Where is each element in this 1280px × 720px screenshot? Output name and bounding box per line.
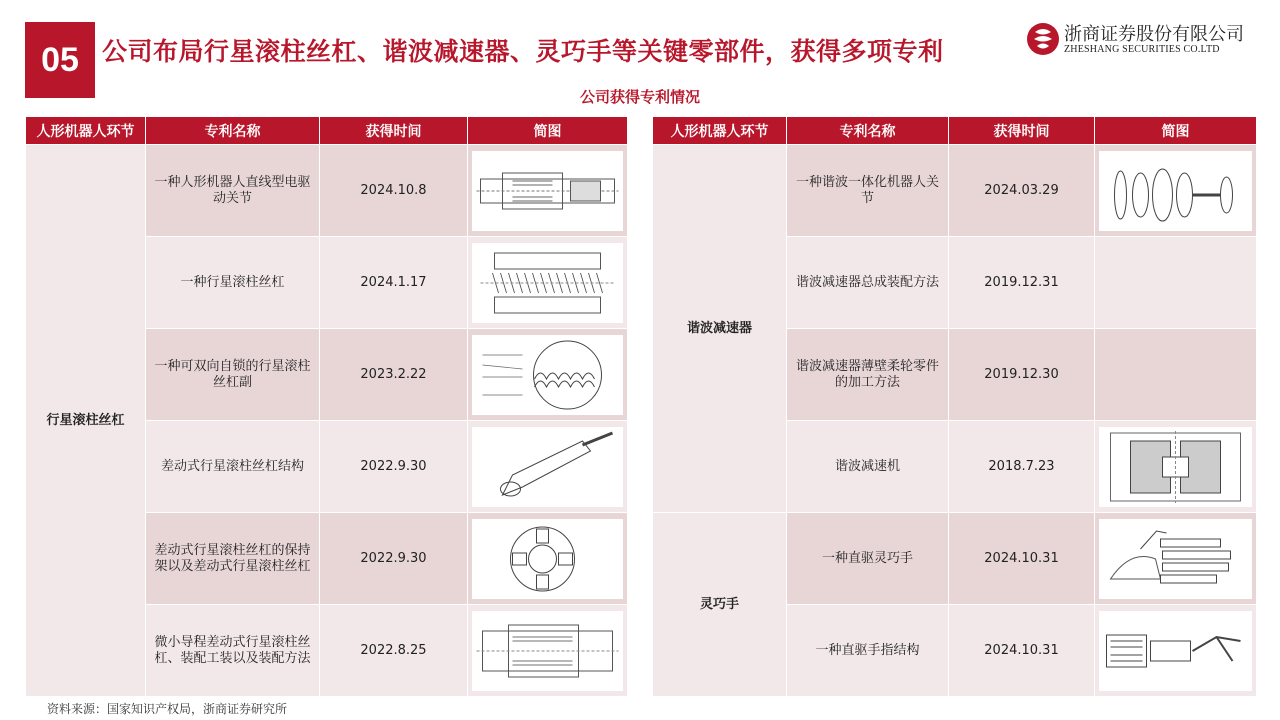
patent-date: 2019.12.31 bbox=[949, 237, 1095, 329]
category-cell: 谐波减速器 bbox=[653, 145, 787, 513]
dexterous-hand-diagram bbox=[1099, 519, 1252, 599]
patent-name: 一种可双向自锁的行星滚柱丝杠副 bbox=[146, 329, 320, 421]
patent-date: 2023.2.22 bbox=[320, 329, 468, 421]
patent-name: 微小导程差动式行星滚柱丝杠、装配工装以及装配方法 bbox=[146, 605, 320, 697]
logo-english-name: ZHESHANG SECURITIES CO.LTD bbox=[1064, 44, 1220, 55]
zheshang-logo-icon bbox=[1026, 22, 1060, 56]
patent-diagram-empty bbox=[1095, 329, 1257, 421]
patent-date: 2024.10.31 bbox=[949, 605, 1095, 697]
company-logo bbox=[1026, 20, 1276, 60]
patent-date: 2018.7.23 bbox=[949, 421, 1095, 513]
col-header-segment: 人形机器人环节 bbox=[26, 117, 146, 145]
patent-name: 一种直驱灵巧手 bbox=[787, 513, 949, 605]
patent-name: 差动式行星滚柱丝杠结构 bbox=[146, 421, 320, 513]
patent-diagram bbox=[468, 329, 628, 421]
patent-date: 2022.8.25 bbox=[320, 605, 468, 697]
table-subtitle: 公司获得专利情况 bbox=[579, 88, 700, 106]
category-cell: 行星滚柱丝杠 bbox=[26, 145, 146, 697]
col-header-diagram: 简图 bbox=[468, 117, 628, 145]
patent-name: 一种行星滚柱丝杠 bbox=[146, 237, 320, 329]
col-header-date: 获得时间 bbox=[949, 117, 1095, 145]
screw-cage-diagram bbox=[472, 519, 623, 599]
harmonic-reducer-diagram bbox=[1099, 427, 1252, 507]
col-header-diagram: 简图 bbox=[1095, 117, 1257, 145]
left-patent-table bbox=[25, 116, 628, 697]
patent-diagram bbox=[468, 605, 628, 697]
patent-date: 2024.1.17 bbox=[320, 237, 468, 329]
patent-diagram bbox=[1095, 421, 1257, 513]
patent-diagram bbox=[468, 513, 628, 605]
patent-diagram bbox=[468, 145, 628, 237]
patent-date: 2019.12.30 bbox=[949, 329, 1095, 421]
patent-diagram bbox=[468, 237, 628, 329]
patent-diagram-empty bbox=[1095, 237, 1257, 329]
patent-date: 2022.9.30 bbox=[320, 513, 468, 605]
category-cell: 灵巧手 bbox=[653, 513, 787, 697]
patent-date: 2022.9.30 bbox=[320, 421, 468, 513]
table-row bbox=[653, 513, 1257, 605]
patent-diagram bbox=[468, 421, 628, 513]
table-row bbox=[26, 145, 628, 237]
patent-date: 2024.10.8 bbox=[320, 145, 468, 237]
patent-name: 谐波减速器薄壁柔轮零件的加工方法 bbox=[787, 329, 949, 421]
right-table-header bbox=[653, 117, 1257, 145]
patent-name: 谐波减速器总成装配方法 bbox=[787, 237, 949, 329]
table-row bbox=[653, 145, 1257, 237]
patent-name: 一种谐波一体化机器人关节 bbox=[787, 145, 949, 237]
patent-date: 2024.10.31 bbox=[949, 513, 1095, 605]
patent-diagram bbox=[1095, 605, 1257, 697]
finger-structure-diagram bbox=[1099, 611, 1252, 691]
col-header-segment: 人形机器人环节 bbox=[653, 117, 787, 145]
patent-name: 一种直驱手指结构 bbox=[787, 605, 949, 697]
differential-screw-diagram bbox=[472, 427, 623, 507]
left-table-header bbox=[26, 117, 628, 145]
harmonic-joint-diagram bbox=[1099, 151, 1252, 231]
planetary-screw-diagram bbox=[472, 243, 623, 323]
logo-chinese-name: 浙商证券股份有限公司 bbox=[1064, 24, 1244, 45]
self-locking-screw-diagram bbox=[472, 335, 623, 415]
right-patent-table bbox=[652, 116, 1257, 697]
patent-diagram bbox=[1095, 145, 1257, 237]
col-header-name: 专利名称 bbox=[787, 117, 949, 145]
patent-name: 差动式行星滚柱丝杠的保持架以及差动式行星滚柱丝杠 bbox=[146, 513, 320, 605]
col-header-date: 获得时间 bbox=[320, 117, 468, 145]
page-title: 公司布局行星滚柱丝杠、谐波减速器、灵巧手等关键零部件，获得多项专利 bbox=[102, 37, 944, 66]
micro-lead-screw-diagram bbox=[472, 611, 623, 691]
patent-date: 2024.03.29 bbox=[949, 145, 1095, 237]
patent-diagram bbox=[1095, 513, 1257, 605]
linear-actuator-diagram bbox=[472, 151, 623, 231]
patent-name: 一种人形机器人直线型电驱动关节 bbox=[146, 145, 320, 237]
section-number-badge: 05 bbox=[25, 22, 95, 98]
col-header-name: 专利名称 bbox=[146, 117, 320, 145]
source-note: 资料来源：国家知识产权局，浙商证券研究所 bbox=[47, 702, 288, 716]
patent-name: 谐波减速机 bbox=[787, 421, 949, 513]
